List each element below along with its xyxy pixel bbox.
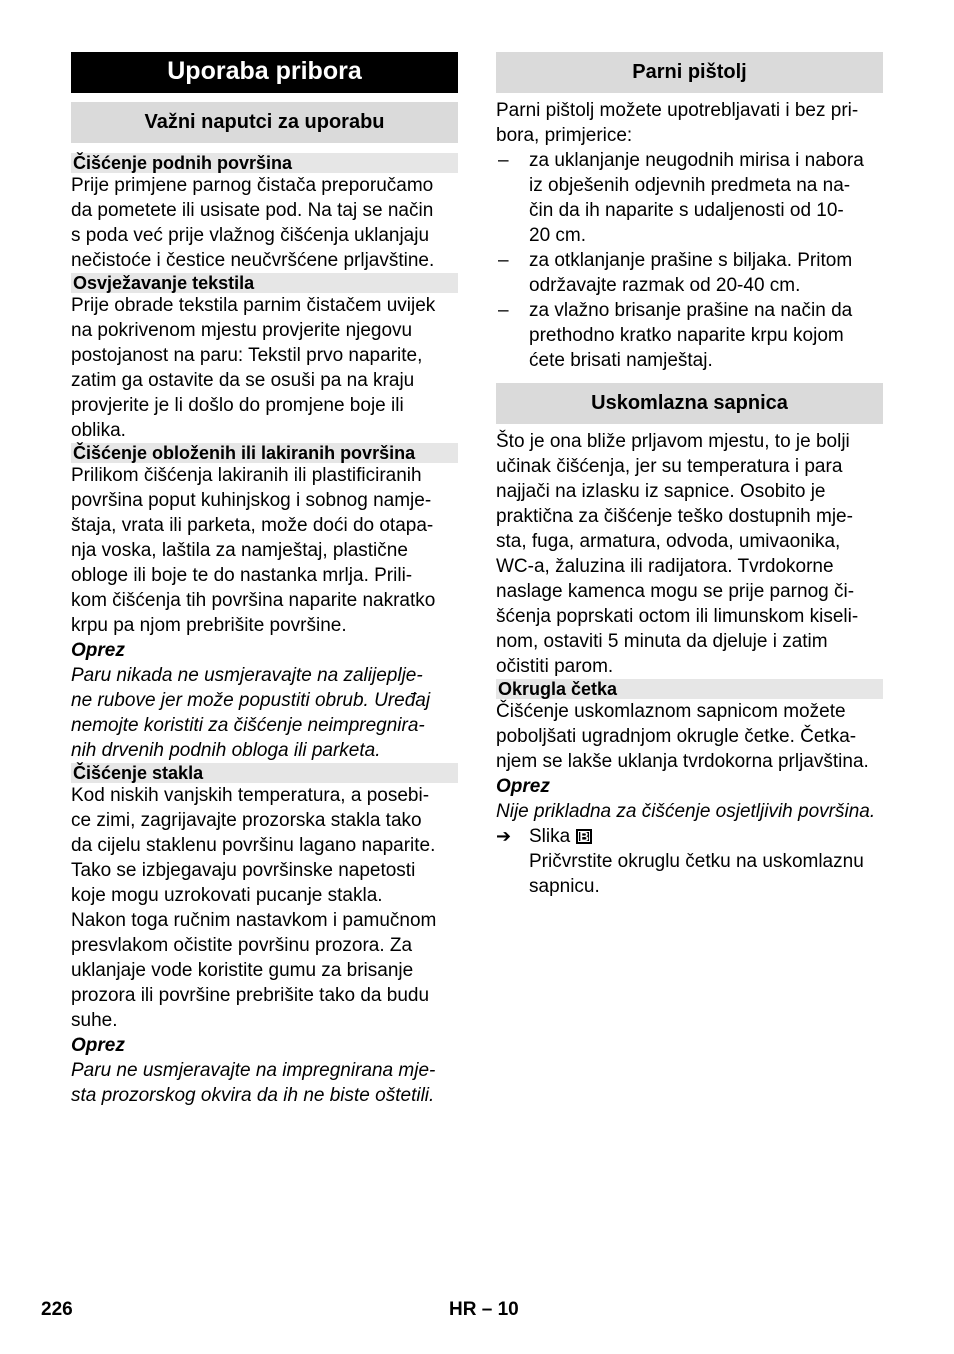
text-line: nečistoće i čestice neučvršćene prljavštine. (71, 250, 435, 271)
floor-cleaning-text (71, 173, 458, 273)
left-column (71, 52, 458, 1108)
text-line: očistiti parom. (496, 656, 614, 677)
text-line: za otklanjanje prašine s biljaka. Pritom (529, 250, 853, 271)
text-line: na pokrivenom mjestu provjerite njegovu (71, 320, 413, 341)
text-line: nja voska, laštila za namještaj, plastične (71, 540, 408, 561)
main-title: Uporaba pribora (71, 52, 458, 93)
text-line: ce zimi, zagrijavajte prozorska stakla tako (71, 810, 422, 831)
caution-text (71, 1058, 458, 1108)
list-item (496, 148, 883, 248)
text-line: štaja, vrata ili parketa, može doći do otapa- (71, 515, 434, 536)
text-line: prozora ili površine prebrišite tako da budu (71, 985, 430, 1006)
text-line: da cijelu staklenu površinu lagano naparite. (71, 835, 436, 856)
subtitle-coated-surfaces: Čišćenje obloženih ili lakiranih površina (71, 443, 458, 463)
text-line: iz obješenih odjevnih predmeta na na- (529, 175, 851, 196)
text-line: postojanost na paru: Tekstil prvo naparite, (71, 345, 423, 366)
step-detail-text (496, 849, 883, 899)
text-line: s poda već prije vlažnog čišćenja uklanjaju (71, 225, 430, 246)
text-line: nemojte koristiti za čišćenje neimpregnira- (71, 715, 425, 736)
text-line: šćenja poprskati octom ili limunskom kiseli- (496, 606, 859, 627)
text-line: čin da ih naparite s udaljenosti od 10- (529, 200, 844, 221)
text-line: površina poput kuhinjskog i sobnog namje- (71, 490, 432, 511)
textile-refreshing-text (71, 293, 458, 443)
text-line: Prije obrade tekstila parnim čistačem uvijek (71, 295, 436, 316)
subtitle-floor-cleaning: Čišćenje podnih površina (71, 153, 458, 173)
text-line: 20 cm. (529, 225, 587, 246)
text-line: za vlažno brisanje prašine na način da (529, 300, 853, 321)
text-line: učinak čišćenja, jer su temperatura i para (496, 456, 843, 477)
text-line: njem se lakše uklanja tvrdokorna prljavština. (496, 751, 869, 772)
text-line: sta prozorskog okvira da ih ne biste oštetili. (71, 1085, 435, 1106)
text-line: zatim ga ostavite da se osuši pa na kraju (71, 370, 415, 391)
text-line: ne rubove jer može popustiti obrub. Uređaj (71, 690, 431, 711)
text-line: sta, fuga, armatura, odvoda, umivaonika, (496, 531, 841, 552)
dash-bullet: – (498, 300, 509, 321)
section-title-important-notes: Važni naputci za uporabu (71, 102, 458, 143)
dash-bullet: – (498, 150, 509, 171)
text-line: prethodno kratko naparite krpu kojom (529, 325, 844, 346)
text-line: bora, primjerice: (496, 125, 633, 146)
list-item (496, 298, 883, 373)
text-line: presvlakom očistite površinu prozora. Za (71, 935, 413, 956)
text-line: Paru ne usmjeravajte na impregnirana mje- (71, 1060, 436, 1081)
page-number: 226 (41, 1299, 73, 1320)
text-line: najjači na izlasku iz sapnice. Osobito je (496, 481, 826, 502)
text-line: Prije primjene parnog čistača preporučamo (71, 175, 434, 196)
text-line: naslage kamenca mogu se prije parnog či- (496, 581, 855, 602)
caution-text (71, 663, 458, 763)
text-line: nom, ostaviti 5 minuta da djeluje i zatim (496, 631, 828, 652)
text-line: WC-a, žaluzina ili radijatora. Tvrdokorne (496, 556, 834, 577)
figure-reference (496, 824, 883, 849)
text-line: suhe. (71, 1010, 118, 1031)
narrow-nozzle-text (496, 429, 883, 679)
text-line: sapnicu. (529, 876, 600, 897)
text-line: ćete brisati namještaj. (529, 350, 713, 371)
subtitle-glass-cleaning: Čišćenje stakla (71, 763, 458, 783)
text-line: Čišćenje uskomlaznom sapnicom možete (496, 701, 846, 722)
text-line: Što je ona bliže prljavom mjestu, to je bolji (496, 431, 850, 452)
text-line: Paru nikada ne usmjeravajte na zalijeplje- (71, 665, 423, 686)
text-line: obloge ili boje te do nastanka mrlja. Prili- (71, 565, 413, 586)
round-brush-text (496, 699, 883, 774)
text-line: Nakon toga ručnim nastavkom i pamučnom (71, 910, 437, 931)
text-line: poboljšati ugradnjom okrugle četke. Četka- (496, 726, 857, 747)
steam-gun-intro (496, 98, 883, 148)
text-line: Kod niskih vanjskih temperatura, a posebi- (71, 785, 430, 806)
caution-label: Oprez (496, 776, 550, 797)
subtitle-round-brush: Okrugla četka (496, 679, 883, 699)
text-line: Tako se izbjegavaju površinske napetosti (71, 860, 416, 881)
right-column (496, 52, 883, 899)
figure-label: Slika (529, 826, 571, 847)
text-line: Pričvrstite okruglu četku na uskomlaznu (529, 851, 864, 872)
text-line: održavajte razmak od 20-40 cm. (529, 275, 801, 296)
subtitle-textile-refreshing: Osvježavanje tekstila (71, 273, 458, 293)
coated-surfaces-text (71, 463, 458, 638)
arrow-right-icon: ➔ (496, 826, 512, 846)
caution-label: Oprez (71, 640, 125, 661)
caution-text: Nije prikladna za čišćenje osjetljivih površina. (496, 801, 876, 822)
text-line: da pometete ili usisate pod. Na taj se način (71, 200, 434, 221)
dash-bullet: – (498, 250, 509, 271)
section-title-steam-gun: Parni pištolj (496, 52, 883, 93)
text-line: za uklanjanje neugodnih mirisa i nabora (529, 150, 864, 171)
section-title-narrow-nozzle: Uskomlazna sapnica (496, 383, 883, 424)
text-line: oblika. (71, 420, 126, 441)
text-line: uklanjaje vode koristite gumu za brisanje (71, 960, 414, 981)
caution-label: Oprez (71, 1035, 125, 1056)
text-line: provjerite je li došlo do promjene boje ili (71, 395, 404, 416)
section-code: HR – 10 (449, 1299, 519, 1320)
list-item (496, 248, 883, 298)
text-line: Parni pištolj možete upotrebljavati i bez pri- (496, 100, 859, 121)
text-line: Prilikom čišćenja lakiranih ili plastificiranih (71, 465, 422, 486)
text-line: kom čišćenja tih površina naparite nakratko (71, 590, 436, 611)
text-line: koje mogu uzrokovati pucanje stakla. (71, 885, 383, 906)
glass-cleaning-text (71, 783, 458, 1033)
text-line: krpu pa njom prebrišite površine. (71, 615, 347, 636)
text-line: nih drvenih podnih obloga ili parketa. (71, 740, 381, 761)
text-line: praktična za čišćenje teško dostupnih mje- (496, 506, 853, 527)
figure-b-icon: B (576, 829, 592, 844)
